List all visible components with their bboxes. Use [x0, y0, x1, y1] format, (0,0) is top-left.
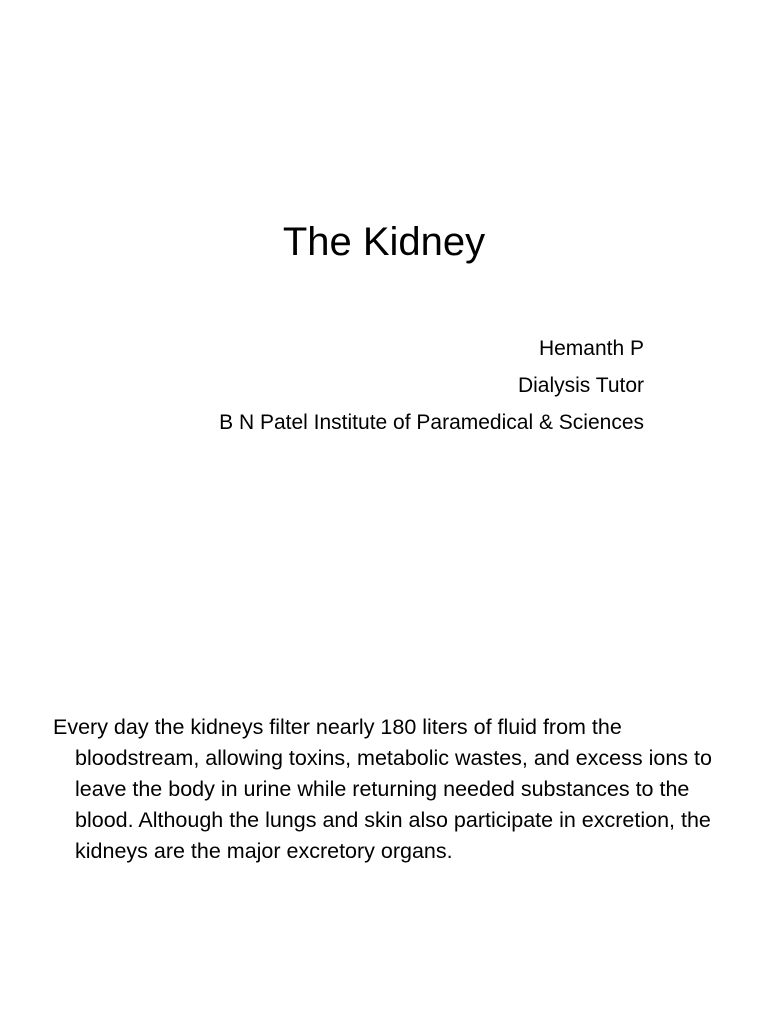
author-name: Hemanth P — [538, 337, 644, 360]
content-slide — [0, 512, 768, 1024]
body-paragraph: Every day the kidneys filter nearly 180 liters of fluid from the bloodstream, allowing toxins, metabolic wastes, and excess ions to leave the body in urine while returning needed substances to the blood. Although the lungs and skin also participate in excretion, the kidneys are the major excretory organs. — [53, 715, 712, 863]
institution-name: B N Patel Institute of Paramedical & Sciences — [219, 411, 644, 434]
slide-subtitle — [84, 330, 644, 441]
slide-title: The Kidney — [282, 220, 486, 264]
author-role: Dialysis Tutor — [517, 374, 644, 397]
